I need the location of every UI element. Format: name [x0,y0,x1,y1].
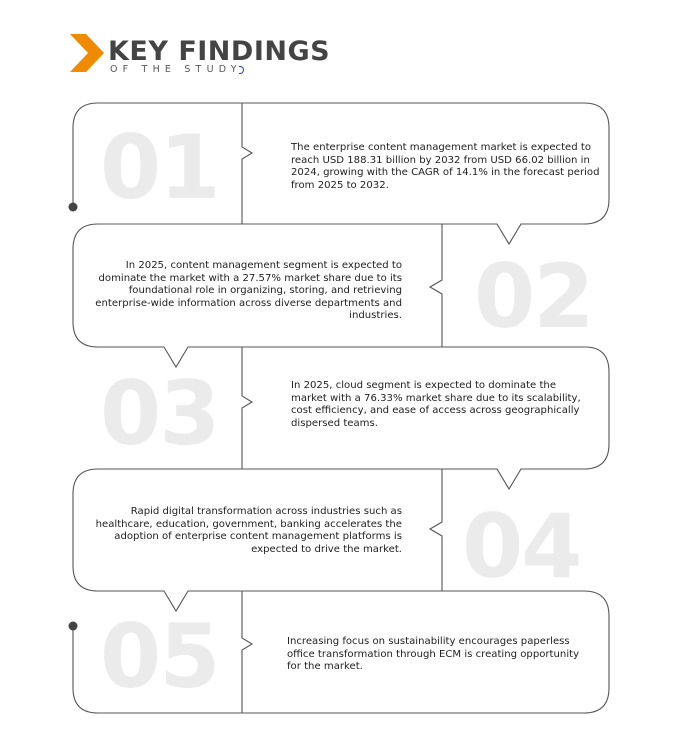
finding-number-1: 01 [100,116,219,219]
divider-2 [430,224,442,347]
finding-text-1: The enterprise content management market is expected to reach USD 188.31 billion by 2032 from USD 66.02 billion in 2024, growing with the CAGR of 14.1% in the forecast period from 2025 to 2032. [291,142,600,191]
crescent-icon [239,66,244,74]
divider-3 [242,347,252,469]
page-title: KEY FINDINGS [108,36,331,67]
page-subtitle [110,64,244,75]
timeline-end-dot [69,622,78,631]
finding-text-5: Increasing focus on sustainability encourages paperless office transformation through ECM is creating opportunity for the market. [287,636,580,673]
finding-text-3: In 2025, cloud segment is expected to dominate the market with a 76.33% market share due to its scalability, cost efficiency, and ease of access across geographically dispersed teams. [291,380,581,429]
divider-1 [242,103,252,224]
divider-5 [242,591,252,713]
finding-number-5: 05 [100,605,219,708]
finding-text-2: In 2025, content management segment is expected to dominate the market with a 27.57% market share due to its foundational role in organizing, storing, and retrieving enterprise-wide information across diverse departments and industries. [95,260,402,322]
arrow-chevron-icon [70,34,104,72]
finding-number-2: 02 [474,245,593,348]
divider-4 [430,469,442,591]
finding-number-3: 03 [100,362,219,465]
page-subtitle-text: OF THE STUDY [110,64,242,75]
timeline-start-dot [69,203,78,212]
finding-text-4: Rapid digital transformation across industries such as healthcare, education, government, banking accelerates the adoption of enterprise content management platforms is expected to drive the market. [95,506,402,555]
finding-number-4: 04 [462,495,581,598]
